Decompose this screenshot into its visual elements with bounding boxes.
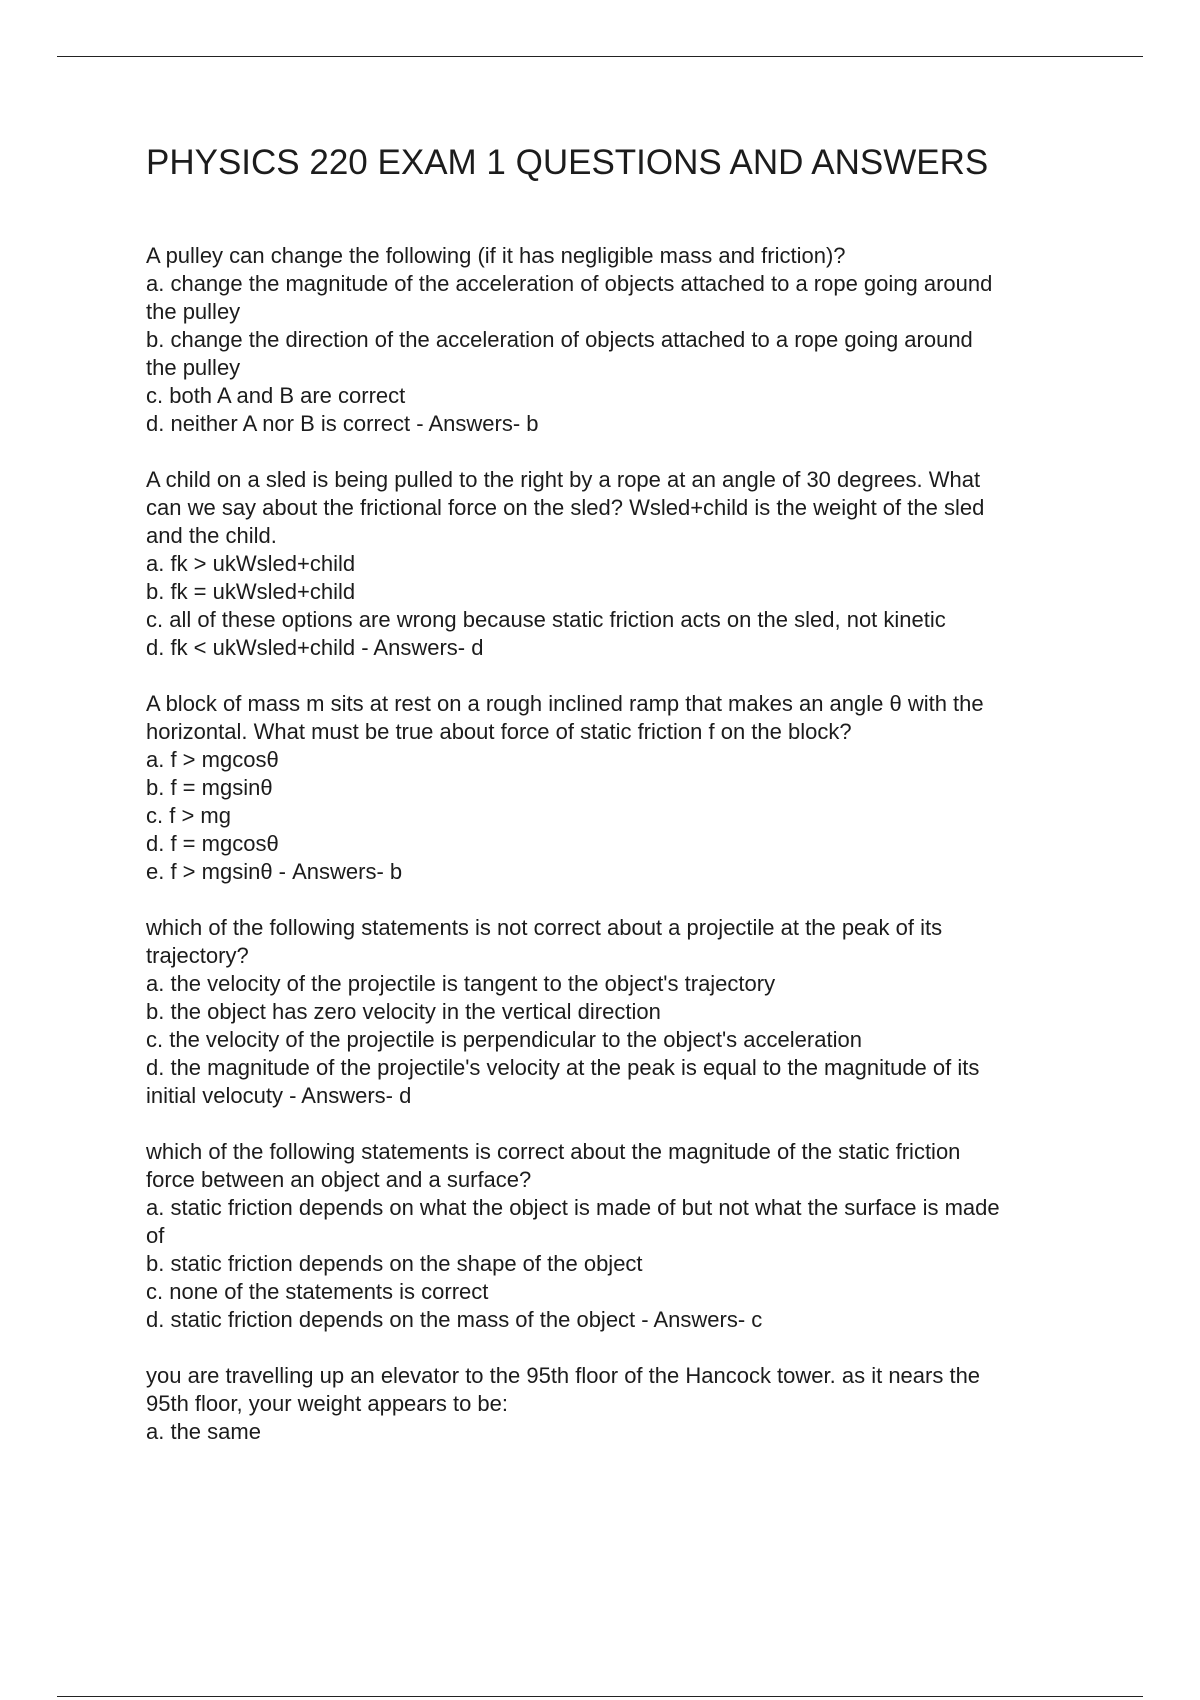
question-text-line: trajectory? xyxy=(146,943,249,968)
page-title: PHYSICS 220 EXAM 1 QUESTIONS AND ANSWERS xyxy=(146,143,989,182)
answer-option-line: b. static friction depends on the shape of the object xyxy=(146,1251,643,1276)
header-rule xyxy=(57,56,1143,57)
answer-option-line: a. the velocity of the projectile is tangent to the object's trajectory xyxy=(146,971,776,996)
answer-option-line: c. all of these options are wrong because static friction acts on the sled, not kinetic xyxy=(146,607,946,632)
question-block xyxy=(146,1362,1096,1446)
answer-option-line: the pulley xyxy=(146,299,241,324)
answer-option-line: d. static friction depends on the mass of the object - Answers- c xyxy=(146,1307,763,1332)
answer-option-line: a. change the magnitude of the acceleration of objects attached to a rope going around xyxy=(146,271,993,296)
question-text-line: you are travelling up an elevator to the 95th floor of the Hancock tower. as it nears the xyxy=(146,1363,981,1388)
answer-option-line: d. the magnitude of the projectile's velocity at the peak is equal to the magnitude of its xyxy=(146,1055,980,1080)
question-block xyxy=(146,914,1096,1110)
question-text-line: force between an object and a surface? xyxy=(146,1167,532,1192)
answer-option-line: d. f = mgcosθ xyxy=(146,831,279,856)
answer-option-line: a. the same xyxy=(146,1419,261,1444)
question-text-line: can we say about the frictional force on the sled? Wsled+child is the weight of the sled xyxy=(146,495,985,520)
answer-option-line: c. f > mg xyxy=(146,803,231,828)
footer-rule xyxy=(57,1696,1143,1697)
answer-option-line: a. static friction depends on what the object is made of but not what the surface is made xyxy=(146,1195,1000,1220)
answer-option-line: d. fk < ukWsled+child - Answers- d xyxy=(146,635,484,660)
answer-option-line: b. fk = ukWsled+child xyxy=(146,579,356,604)
question-text-line: 95th floor, your weight appears to be: xyxy=(146,1391,509,1416)
answer-option-line: d. neither A nor B is correct - Answers- b xyxy=(146,411,539,436)
answer-option-line: c. none of the statements is correct xyxy=(146,1279,489,1304)
question-text-line: which of the following statements is not correct about a projectile at the peak of its xyxy=(146,915,943,940)
answer-option-line: c. both A and B are correct xyxy=(146,383,406,408)
answer-option-line: initial velocuty - Answers- d xyxy=(146,1083,412,1108)
answer-option-line: e. f > mgsinθ - Answers- b xyxy=(146,859,403,884)
question-block xyxy=(146,690,1096,886)
question-text-line: A block of mass m sits at rest on a rough inclined ramp that makes an angle θ with the xyxy=(146,691,984,716)
question-text-line: which of the following statements is correct about the magnitude of the static friction xyxy=(146,1139,961,1164)
answer-option-line: b. the object has zero velocity in the vertical direction xyxy=(146,999,661,1024)
answer-option-line: a. f > mgcosθ xyxy=(146,747,279,772)
question-block xyxy=(146,1138,1096,1334)
question-text-line: A child on a sled is being pulled to the right by a rope at an angle of 30 degrees. What xyxy=(146,467,981,492)
question-list xyxy=(146,242,1096,1474)
question-text-line: A pulley can change the following (if it has negligible mass and friction)? xyxy=(146,243,846,268)
answer-option-line: a. fk > ukWsled+child xyxy=(146,551,356,576)
question-block xyxy=(146,242,1096,438)
answer-option-line: of xyxy=(146,1223,165,1248)
answer-option-line: b. f = mgsinθ xyxy=(146,775,273,800)
answer-option-line: the pulley xyxy=(146,355,241,380)
question-text-line: horizontal. What must be true about force of static friction f on the block? xyxy=(146,719,852,744)
answer-option-line: c. the velocity of the projectile is perpendicular to the object's acceleration xyxy=(146,1027,862,1052)
answer-option-line: b. change the direction of the acceleration of objects attached to a rope going around xyxy=(146,327,973,352)
question-text-line: and the child. xyxy=(146,523,277,548)
question-block xyxy=(146,466,1096,662)
